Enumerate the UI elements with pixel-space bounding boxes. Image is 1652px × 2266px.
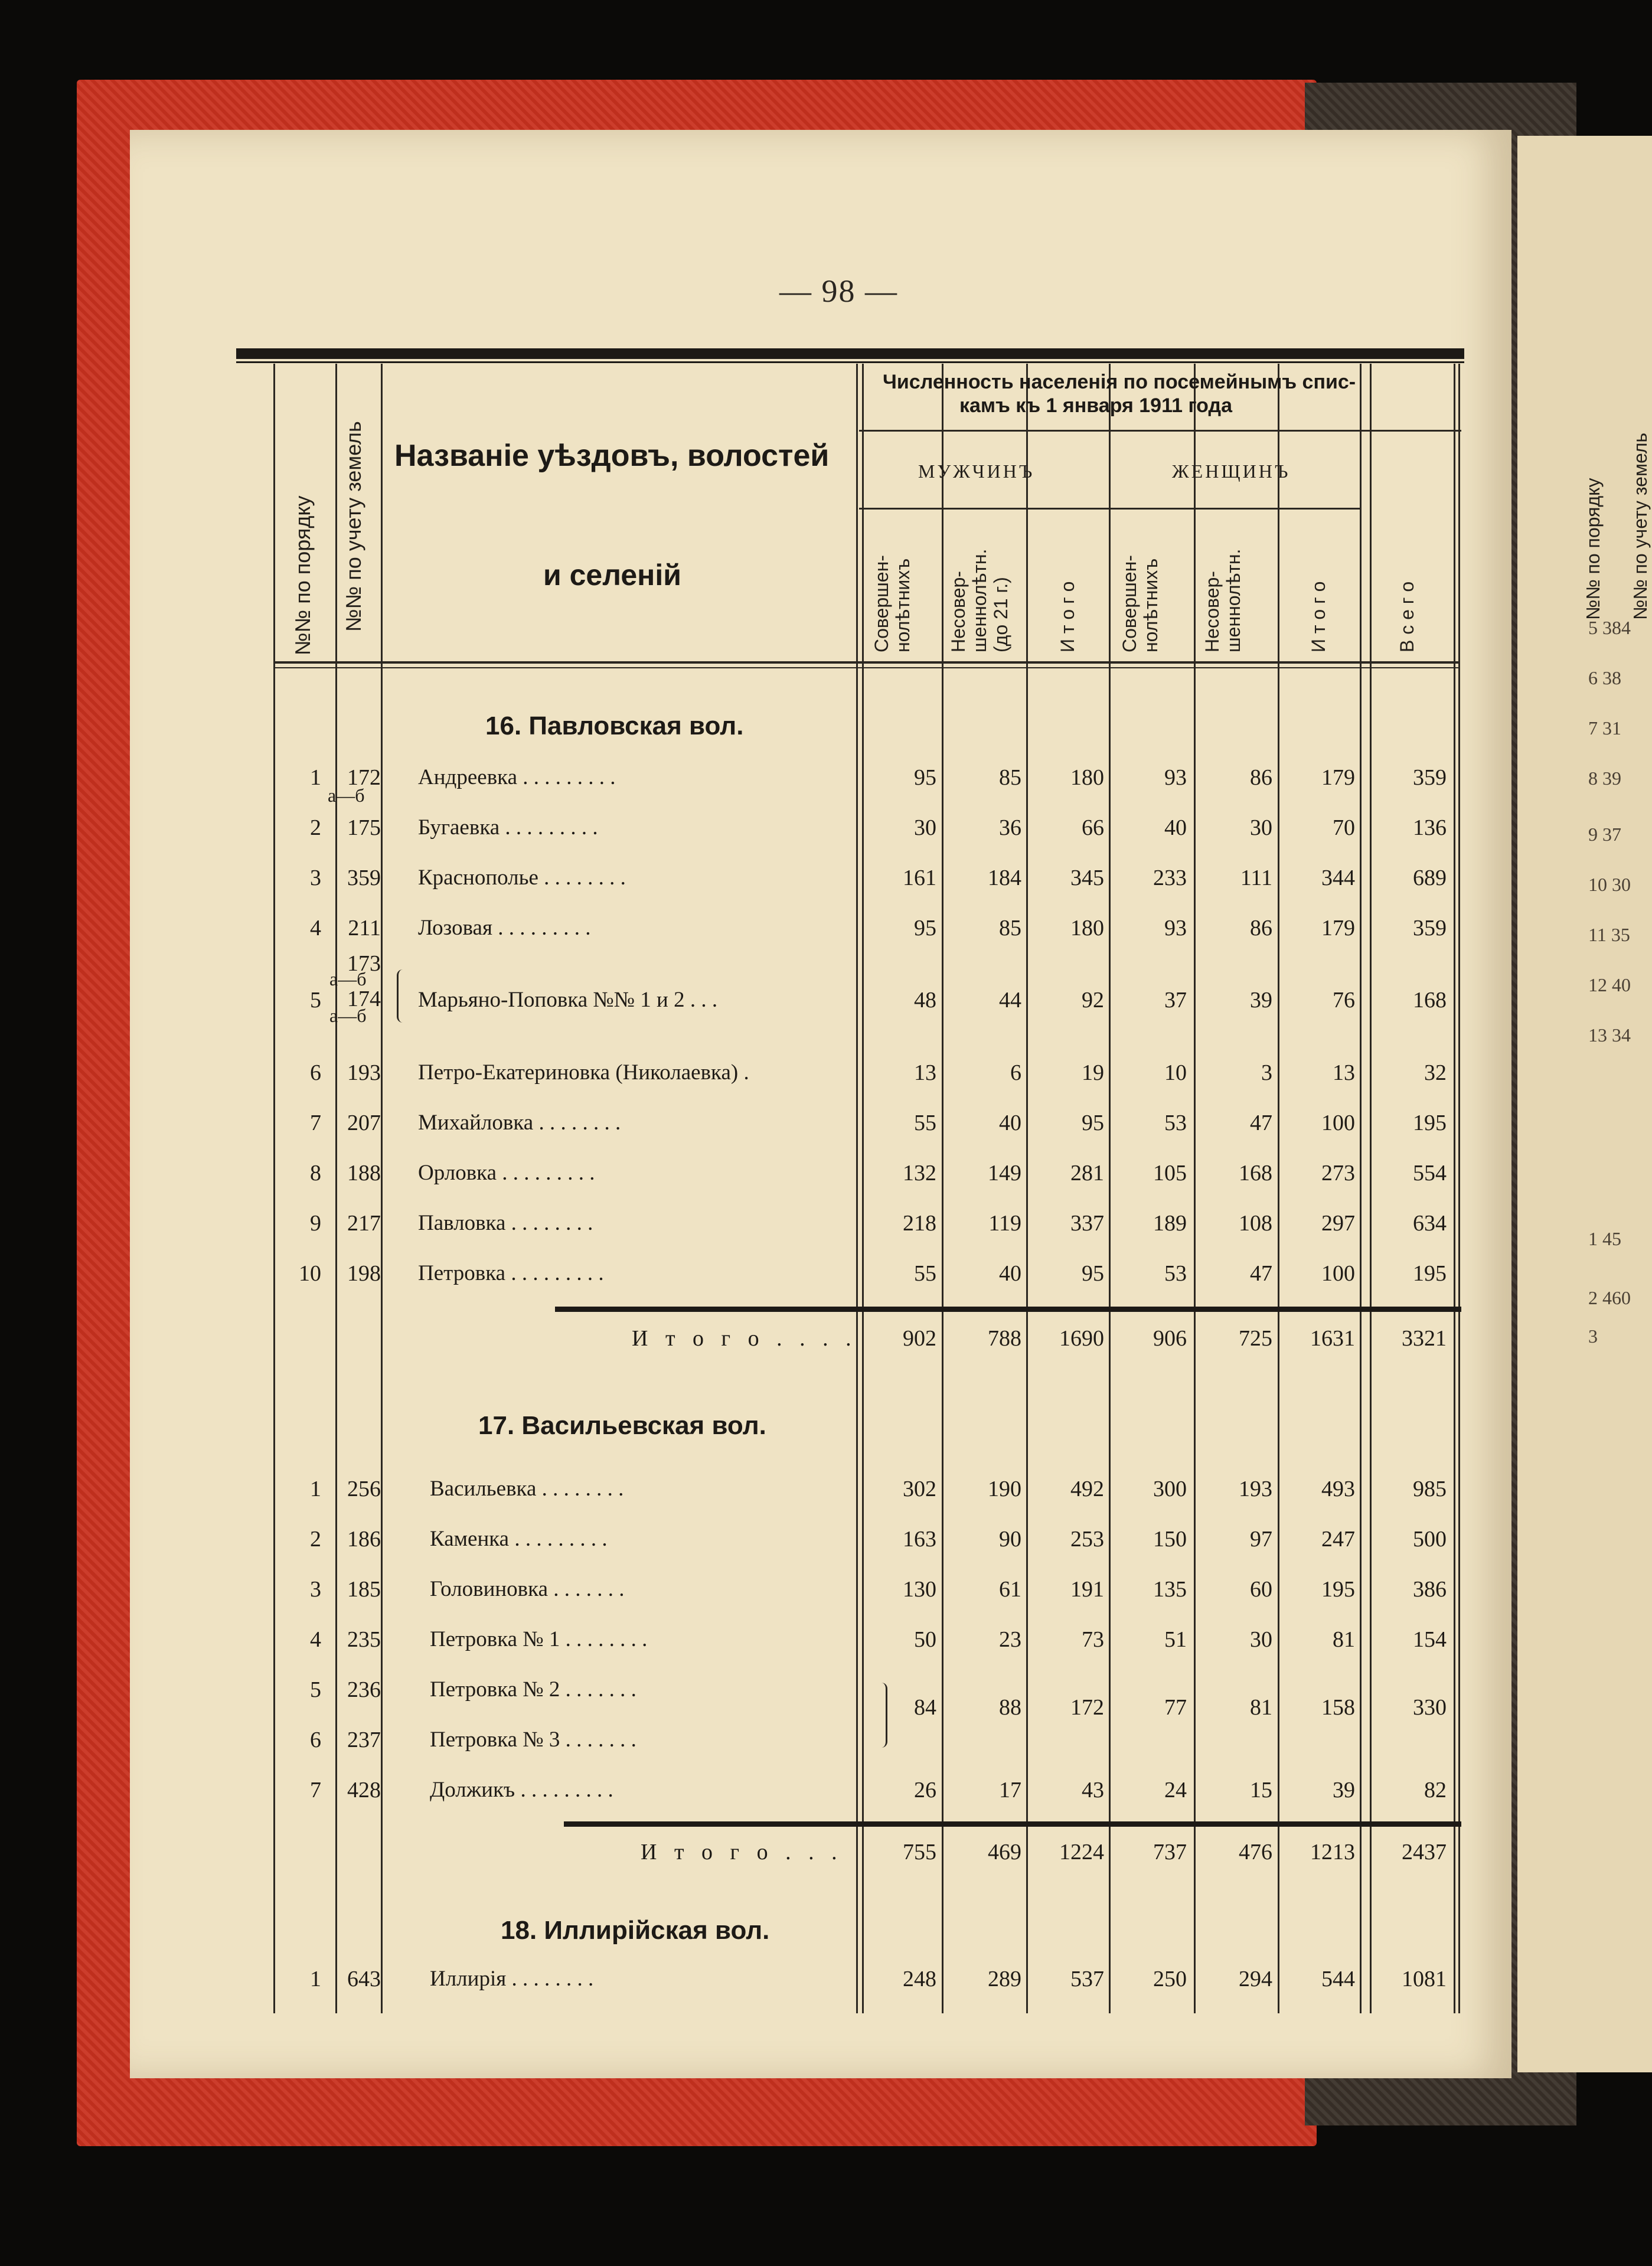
population-value: 985 <box>1413 1477 1447 1501</box>
men-header: МУЖЧИНЪ <box>918 461 1035 482</box>
population-value: 386 <box>1413 1577 1447 1602</box>
population-value: 195 <box>1321 1577 1355 1602</box>
section-title: 16. Павловская вол. <box>485 711 744 740</box>
population-value: 40 <box>999 1111 1021 1135</box>
total-value: 1213 <box>1310 1840 1355 1865</box>
total-value: 725 <box>1239 1326 1272 1351</box>
total-value: 476 <box>1239 1840 1272 1865</box>
population-value: 93 <box>1164 765 1187 790</box>
population-value: 90 <box>999 1527 1021 1552</box>
population-value: 47 <box>1250 1261 1272 1286</box>
row-order-number: 7 <box>310 1778 321 1803</box>
row-land-number: 211 <box>348 916 381 941</box>
population-value: 53 <box>1164 1261 1187 1286</box>
population-value: 179 <box>1321 916 1355 941</box>
population-value: 36 <box>999 815 1021 840</box>
men-adult-header-line: нолѣтнихъ <box>892 558 913 652</box>
population-value: 180 <box>1070 916 1104 941</box>
population-value: 179 <box>1321 765 1355 790</box>
row-order-number: 4 <box>310 916 321 941</box>
population-value: 150 <box>1153 1527 1187 1552</box>
settlement-name: Бугаевка . . . . . . . . . <box>418 815 598 840</box>
women-minor-header <box>1202 549 1244 652</box>
table-column-rule <box>1458 364 1460 2013</box>
population-value: 95 <box>1082 1111 1104 1135</box>
population-value: 81 <box>1250 1695 1272 1720</box>
next-page-row-fragment: 1 45 <box>1588 1228 1621 1249</box>
total-value: 902 <box>903 1326 936 1351</box>
population-value: 253 <box>1070 1527 1104 1552</box>
population-value: 92 <box>1082 988 1104 1013</box>
population-value: 95 <box>914 916 936 941</box>
settlement-name: Васильевка . . . . . . . . <box>430 1477 624 1501</box>
next-page-row-fragment: 13 34 <box>1588 1024 1631 1046</box>
population-value: 180 <box>1070 765 1104 790</box>
row-order-number: 6 <box>310 1060 321 1085</box>
next-page-row-fragment: 11 35 <box>1588 924 1630 945</box>
header-group-rule <box>859 430 1461 432</box>
population-header-line2: камъ къ 1 января 1911 года <box>959 394 1232 417</box>
column-name-header-line2: и селеній <box>543 559 681 592</box>
population-value: 289 <box>988 1967 1021 1991</box>
row-land-number: 188 <box>347 1161 381 1186</box>
next-page-row-fragment: 5 384 <box>1588 617 1631 638</box>
population-value: 85 <box>999 765 1021 790</box>
population-value: 281 <box>1070 1161 1104 1186</box>
row-land-suffix: а—б <box>329 968 367 990</box>
row-land-number: 359 <box>347 866 381 890</box>
women-adult-header <box>1119 555 1161 652</box>
total-label: И т о г о . . . <box>641 1840 843 1865</box>
table-top-rule-thin <box>236 361 1464 363</box>
table-column-rule <box>856 364 858 2013</box>
table-column-rule <box>1454 364 1455 2013</box>
population-value: 161 <box>903 866 936 890</box>
men-adult-header <box>871 555 913 652</box>
population-value: 330 <box>1413 1695 1447 1720</box>
population-value: 218 <box>903 1211 936 1236</box>
total-value: 1631 <box>1310 1326 1355 1351</box>
population-value: 48 <box>914 988 936 1013</box>
population-value: 172 <box>1070 1695 1104 1720</box>
settlement-name: Лозовая . . . . . . . . . <box>418 916 591 940</box>
row-land-number: 217 <box>347 1211 381 1236</box>
population-value: 345 <box>1070 866 1104 890</box>
population-value: 30 <box>1250 1627 1272 1652</box>
population-value: 43 <box>1082 1778 1104 1803</box>
settlement-name: Должикъ . . . . . . . . . <box>430 1778 613 1802</box>
table-column-rule <box>335 364 337 2013</box>
next-page-row-fragment: 7 31 <box>1588 717 1621 739</box>
population-value: 634 <box>1413 1211 1447 1236</box>
population-value: 300 <box>1153 1477 1187 1501</box>
men-minor-header-line: (до 21 г.) <box>990 577 1011 652</box>
population-value: 53 <box>1164 1111 1187 1135</box>
row-order-number: 3 <box>310 1577 321 1602</box>
population-value: 297 <box>1321 1211 1355 1236</box>
population-value: 24 <box>1164 1778 1187 1803</box>
men-total-header <box>1057 582 1078 652</box>
settlement-name: Орловка . . . . . . . . . <box>418 1161 595 1185</box>
table-column-rule <box>1370 364 1372 2013</box>
row-land-number: 193 <box>347 1060 381 1085</box>
row-order-number: 10 <box>299 1261 321 1286</box>
total-value: 755 <box>903 1840 936 1865</box>
population-value: 30 <box>914 815 936 840</box>
row-land-number: 172 <box>347 765 381 790</box>
population-value: 294 <box>1239 1967 1272 1991</box>
settlement-name: Марьяно-Поповка №№ 1 и 2 . . . <box>418 988 718 1012</box>
women-adult-header-line: нолѣтнихъ <box>1140 558 1161 652</box>
next-page-row-fragment: 6 38 <box>1588 667 1621 688</box>
population-value: 23 <box>999 1627 1021 1652</box>
row-order-number: 2 <box>310 815 321 840</box>
population-value: 55 <box>914 1261 936 1286</box>
row-order-number: 1 <box>310 1477 321 1501</box>
population-value: 119 <box>988 1211 1021 1236</box>
row-land-suffix: а—б <box>329 1005 367 1026</box>
table-column-rule <box>862 364 864 2013</box>
population-value: 17 <box>999 1778 1021 1803</box>
next-page-row-fragment: 9 37 <box>1588 824 1621 845</box>
settlement-name: Андреевка . . . . . . . . . <box>418 765 616 789</box>
women-adult-header-line: Совершен- <box>1119 555 1140 652</box>
row-brace <box>397 969 404 1023</box>
total-rule <box>555 1307 1461 1312</box>
row-order-number: 8 <box>310 1161 321 1186</box>
row-order-number: 1 <box>310 1967 321 1991</box>
settlement-name: Михайловка . . . . . . . . <box>418 1111 621 1135</box>
total-rule <box>564 1821 1461 1827</box>
population-value: 86 <box>1250 916 1272 941</box>
population-value: 47 <box>1250 1111 1272 1135</box>
section-title: 17. Васильевская вол. <box>478 1411 766 1440</box>
row-order-number: 5 <box>310 1677 321 1702</box>
population-value: 73 <box>1082 1627 1104 1652</box>
next-page-row-fragment: 2 460 <box>1588 1287 1631 1308</box>
row-land-number: 185 <box>347 1577 381 1602</box>
settlement-name: Иллирія . . . . . . . . <box>430 1967 594 1991</box>
population-value: 6 <box>1010 1060 1021 1085</box>
population-value: 190 <box>988 1477 1021 1501</box>
total-value: 1224 <box>1059 1840 1104 1865</box>
total-value: 737 <box>1153 1840 1187 1865</box>
section-title: 18. Иллирійская вол. <box>501 1916 770 1945</box>
men-adult-header-line: Совершен- <box>871 555 892 652</box>
population-value: 193 <box>1239 1477 1272 1501</box>
population-value: 39 <box>1333 1778 1355 1803</box>
grand-total-header-line: В с е г о <box>1396 581 1418 652</box>
population-value: 95 <box>1082 1261 1104 1286</box>
population-value: 168 <box>1239 1161 1272 1186</box>
total-value: 3321 <box>1402 1326 1447 1351</box>
men-minor-header-line: шеннолѣтн. <box>969 548 990 652</box>
population-value: 273 <box>1321 1161 1355 1186</box>
table-column-rule <box>942 364 943 2013</box>
settlement-name: Петровка № 2 . . . . . . . <box>430 1677 636 1702</box>
population-value: 50 <box>914 1627 936 1652</box>
row-order-number: 6 <box>310 1728 321 1752</box>
population-header-line1: Численность населенія по посемейнымъ спис- <box>883 371 1356 393</box>
row-order-number: 9 <box>310 1211 321 1236</box>
settlement-name: Петровка № 3 . . . . . . . <box>430 1728 636 1752</box>
population-value: 37 <box>1164 988 1187 1013</box>
settlement-name: Петро-Екатериновка (Николаевка) . <box>418 1060 749 1085</box>
population-value: 135 <box>1153 1577 1187 1602</box>
population-value: 76 <box>1333 988 1355 1013</box>
next-page-row-fragment: 10 30 <box>1588 874 1631 895</box>
population-value: 85 <box>999 916 1021 941</box>
population-value: 149 <box>988 1161 1021 1186</box>
population-value: 97 <box>1250 1527 1272 1552</box>
table-column-rule <box>1109 364 1111 2013</box>
population-value: 51 <box>1164 1627 1187 1652</box>
population-value: 100 <box>1321 1111 1355 1135</box>
row-order-number: 4 <box>310 1627 321 1652</box>
table-column-rule <box>1278 364 1279 2013</box>
population-value: 26 <box>914 1778 936 1803</box>
population-value: 500 <box>1413 1527 1447 1552</box>
row-land-number: 236 <box>347 1677 381 1702</box>
total-value: 2437 <box>1402 1840 1447 1865</box>
population-value: 108 <box>1239 1211 1272 1236</box>
population-value: 81 <box>1333 1627 1355 1652</box>
population-value: 250 <box>1153 1967 1187 1991</box>
population-value: 233 <box>1153 866 1187 890</box>
population-value: 359 <box>1413 916 1447 941</box>
table-top-rule <box>236 348 1464 359</box>
row-land-number: 173 <box>347 951 381 976</box>
population-value: 163 <box>903 1527 936 1552</box>
next-page-row-fragment: 3 <box>1588 1325 1598 1347</box>
header-bottom-rule <box>273 661 1460 664</box>
settlement-name: Петровка № 1 . . . . . . . . <box>430 1627 648 1651</box>
table-column-rule <box>1194 364 1196 2013</box>
settlement-name: Краснополье . . . . . . . . <box>418 866 626 890</box>
population-value: 184 <box>988 866 1021 890</box>
population-value: 40 <box>999 1261 1021 1286</box>
population-value: 195 <box>1413 1111 1447 1135</box>
men-minor-header <box>948 549 1011 652</box>
row-land-number: 643 <box>347 1967 381 1991</box>
population-value: 10 <box>1164 1060 1187 1085</box>
next-page-row-fragment: 12 40 <box>1588 974 1631 995</box>
header-subgroup-rule <box>859 508 1361 510</box>
population-value: 189 <box>1153 1211 1187 1236</box>
population-value: 154 <box>1413 1627 1447 1652</box>
population-value: 493 <box>1321 1477 1355 1501</box>
header-bottom-rule-2 <box>273 667 1460 668</box>
population-value: 19 <box>1082 1060 1104 1085</box>
population-value: 15 <box>1250 1778 1272 1803</box>
row-land-number: 198 <box>347 1261 381 1286</box>
population-value: 13 <box>914 1060 936 1085</box>
total-label: И т о г о . . . . <box>632 1326 857 1351</box>
next-page-edge <box>1517 136 1652 2072</box>
women-total-header-line: И т о г о <box>1308 581 1329 652</box>
women-minor-header-line: шеннолѣтн. <box>1223 548 1244 652</box>
population-value: 86 <box>1250 765 1272 790</box>
next-page-row-fragment: 8 39 <box>1588 768 1621 789</box>
settlement-name: Каменка . . . . . . . . . <box>430 1527 608 1551</box>
next-page-land-header: №№ по учету земель <box>1630 432 1651 620</box>
table-column-rule <box>381 364 383 2013</box>
population-value: 3 <box>1261 1060 1272 1085</box>
population-value: 344 <box>1321 866 1355 890</box>
population-value: 132 <box>903 1161 936 1186</box>
population-value: 111 <box>1240 866 1272 890</box>
table-column-rule <box>1026 364 1028 2013</box>
population-value: 544 <box>1321 1967 1355 1991</box>
women-minor-header-line: Несовер- <box>1202 571 1223 652</box>
total-value: 1690 <box>1059 1326 1104 1351</box>
next-page-order-header: №№ по порядку <box>1582 478 1604 620</box>
men-total-header-line: И т о г о <box>1057 581 1078 652</box>
population-value: 66 <box>1082 815 1104 840</box>
population-value: 84 <box>914 1695 936 1720</box>
population-value: 82 <box>1424 1778 1447 1803</box>
row-land-number: 174 <box>347 987 381 1011</box>
population-value: 13 <box>1333 1060 1355 1085</box>
population-value: 136 <box>1413 815 1447 840</box>
population-value: 337 <box>1070 1211 1104 1236</box>
population-value: 554 <box>1413 1161 1447 1186</box>
settlement-name: Головиновка . . . . . . . <box>430 1577 625 1601</box>
population-value: 302 <box>903 1477 936 1501</box>
population-value: 55 <box>914 1111 936 1135</box>
population-value: 100 <box>1321 1261 1355 1286</box>
row-land-number: 237 <box>347 1728 381 1752</box>
population-value: 248 <box>903 1967 936 1991</box>
women-header: ЖЕНЩИНЪ <box>1172 461 1291 482</box>
row-land-number: 207 <box>347 1111 381 1135</box>
settlement-name: Петровка . . . . . . . . . <box>418 1261 604 1285</box>
population-value: 40 <box>1164 815 1187 840</box>
column-land-header: №№ по учету земель <box>341 421 365 632</box>
grand-total-header <box>1396 582 1418 652</box>
population-value: 130 <box>903 1577 936 1602</box>
population-value: 247 <box>1321 1527 1355 1552</box>
row-land-number: 256 <box>347 1477 381 1501</box>
total-value: 788 <box>988 1326 1021 1351</box>
row-order-number: 7 <box>310 1111 321 1135</box>
row-land-number: 175 <box>347 815 381 840</box>
women-total-header <box>1308 582 1329 652</box>
row-order-number: 3 <box>310 866 321 890</box>
row-order-number: 2 <box>310 1527 321 1552</box>
population-value: 39 <box>1250 988 1272 1013</box>
population-value: 105 <box>1153 1161 1187 1186</box>
population-value: 359 <box>1413 765 1447 790</box>
population-value: 195 <box>1413 1261 1447 1286</box>
column-order-header: №№ по порядку <box>290 495 315 655</box>
row-land-number: 428 <box>347 1778 381 1803</box>
population-value: 60 <box>1250 1577 1272 1602</box>
population-value: 30 <box>1250 815 1272 840</box>
population-value: 689 <box>1413 866 1447 890</box>
population-value: 191 <box>1070 1577 1104 1602</box>
population-value: 32 <box>1424 1060 1447 1085</box>
population-value: 492 <box>1070 1477 1104 1501</box>
column-name-header-line1: Названіе уѣздовъ, волостей <box>394 439 830 473</box>
total-value: 906 <box>1153 1326 1187 1351</box>
population-value: 93 <box>1164 916 1187 941</box>
row-order-number: 5 <box>310 988 321 1013</box>
page-number: — 98 — <box>779 273 898 309</box>
population-value: 537 <box>1070 1967 1104 1991</box>
population-value: 168 <box>1413 988 1447 1013</box>
population-value: 70 <box>1333 815 1355 840</box>
row-land-number: 186 <box>347 1527 381 1552</box>
population-value: 88 <box>999 1695 1021 1720</box>
row-brace <box>880 1683 887 1748</box>
population-value: 158 <box>1321 1695 1355 1720</box>
population-value: 77 <box>1164 1695 1187 1720</box>
row-land-suffix: а—б <box>328 785 365 806</box>
row-order-number: 1 <box>310 765 321 790</box>
table-column-rule <box>273 364 275 2013</box>
population-value: 44 <box>999 988 1021 1013</box>
population-value: 95 <box>914 765 936 790</box>
settlement-name: Павловка . . . . . . . . <box>418 1211 593 1235</box>
total-value: 469 <box>988 1840 1021 1865</box>
table-column-rule <box>1360 364 1362 2013</box>
row-land-number: 235 <box>347 1627 381 1652</box>
men-minor-header-line: Несовер- <box>948 571 969 652</box>
population-value: 1081 <box>1402 1967 1447 1991</box>
population-value: 61 <box>999 1577 1021 1602</box>
